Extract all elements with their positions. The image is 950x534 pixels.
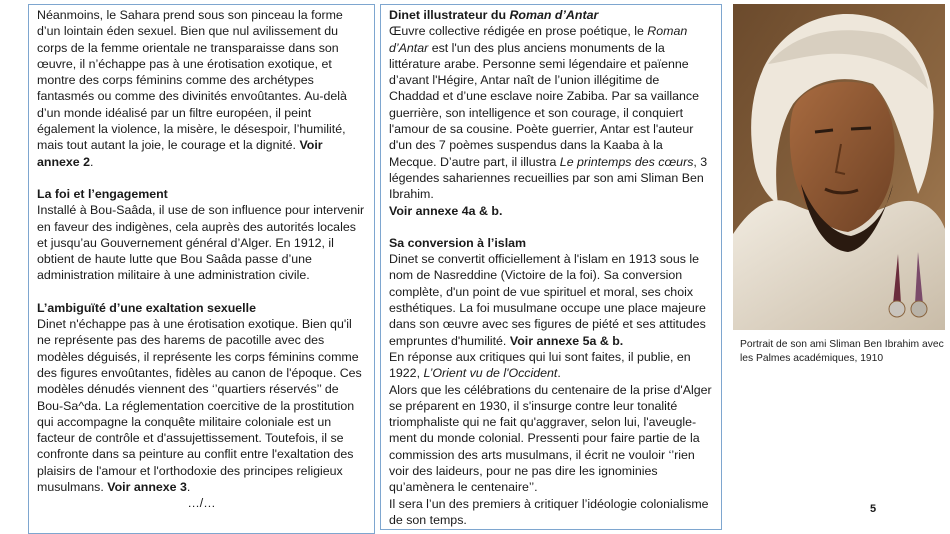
annex-3-ref: Voir annexe 3 [107,480,187,495]
annex-2-ref: Voir annexe 2 [37,138,323,169]
section-title-faith: La foi et l’engagement [37,186,168,201]
intro-paragraph: Néanmoins, le Sahara prend sous son pinceau la forme d’un lointain éden sexuel. Bien que nul avilissement du corps de la femme orientale ne transparaisse dans son œuvre, il n’échappe pas à une érotisation exotique, et montre des corps féminins comme des archétypes fantasmés ou comme des divinités envoûtantes. Au-delà d’un monde idéalisé par un filtre européen, il peint également la violence, la misère, le désespoir, l’humilité, mais tout autant la joie, le courage et la dignité. Voir annexe 2. [37,8,347,169]
section-text-faith: Installé à Bou-Saâda, il use de son influence pour intervenir en faveur des indigènes, cela auprès des autorités locales et jusqu’au Gouvernement général d’Alger. En 1912, il obtient de haute lutte que Bou Saâda passe d’une administration militaire à une administration civile. [37,203,365,283]
centenary-paragraph: Alors que les célébrations du centenaire de la prise d'Alger se préparent en 1930, il s'insurge contre leur tonalité triomphaliste qui ne fait qu'aggraver, selon lui, l'aveugle-ment du monde colonial. Pressenti pour faire partie de la commission des arts musulmans, il écrit ne vouloir ‘’rien voir des laideurs, pour ne pas dire les ignominies qu’amènera le centenaire’’. [389,382,712,495]
section-title-ambiguity: L’ambiguïté d’une exaltation sexuelle [37,300,256,315]
continued-marker: …/… [187,496,216,511]
portrait-caption: Portrait de son ami Sliman Ben Ibrahim avec les Palmes académiques, 1910 [740,339,944,364]
section-text-ambiguity: Dinet n'échappe pas à une érotisation exotique. Bien qu'il ne représente pas des harems de pacotille avec des modèles déguisés, il représente les corps féminins comme des figures envoûtantes, fidèles au canon de l'époque. Ces modèles dénudés viennent des ‘’quartiers réservés’’ de Bou-Sa^da. La réglementation coercitive de la prostitution qui accompagne la conquête militaire coloniale est un facteur de contrôle et d'assujettissement. Toutefois, il se confronte dans sa peinture au conflit entre l'exaltation des plaisirs de l'amour et l'orthodoxie des principes religieux musulmans. Voir annexe 3. [37,317,362,495]
text-column-left [28,4,375,534]
annex-4-ref: Voir annexe 4a & b. [389,203,503,218]
section-title-antar: Dinet illustrateur du Roman d’Antar [389,8,599,22]
text-column-middle [380,4,722,530]
section-title-conversion: Sa conversion à l’islam [389,235,527,250]
annex-5-ref: Voir annexe 5a & b. [509,333,624,348]
portrait-image [733,4,945,330]
publication-paragraph: En réponse aux critiques qui lui sont faites, il publie, en 1922, L’Orient vu de l'Occident. [389,349,691,381]
section-text-conversion: Dinet se convertit officiellement à l'islam en 1913 sous le nom de Nasreddine (Victoire de la foi). Sa conversion complète, d'un point de vue spirituel et moral, ses choix esthétiques. La foi musulmane occupe une place majeure dans son œuvre avec ses figures de piété et ses attitudes empruntes d'humilité. Voir annexe 5a & b. [389,252,706,348]
page-number: 5 [870,503,877,515]
critique-paragraph: Il sera l’un des premiers à critiquer l’idéologie colonialisme de son temps. [389,496,709,527]
section-text-antar: Œuvre collective rédigée en prose poétique, le Roman d’Antar est l'un des plus anciens monuments de la littérature arabe. Personne semi légendaire et païenne d’avant l'Hégire, Antar naît de l’union illégitime de Chaddad et d’une esclave noire Zabiba. Par sa vaillance guerrière, son intelligence et son courage, il conquiert l'amour de sa cousine. Poète guerrier, Antar est l'auteur d'un des 7 poèmes suspendus dans la Kaaba à la Mecque. D’autre part, il illustra Le printemps des cœurs, 3 légendes sahariennes recueillies par son ami Sliman Ben Ibrahim. [389,24,708,202]
